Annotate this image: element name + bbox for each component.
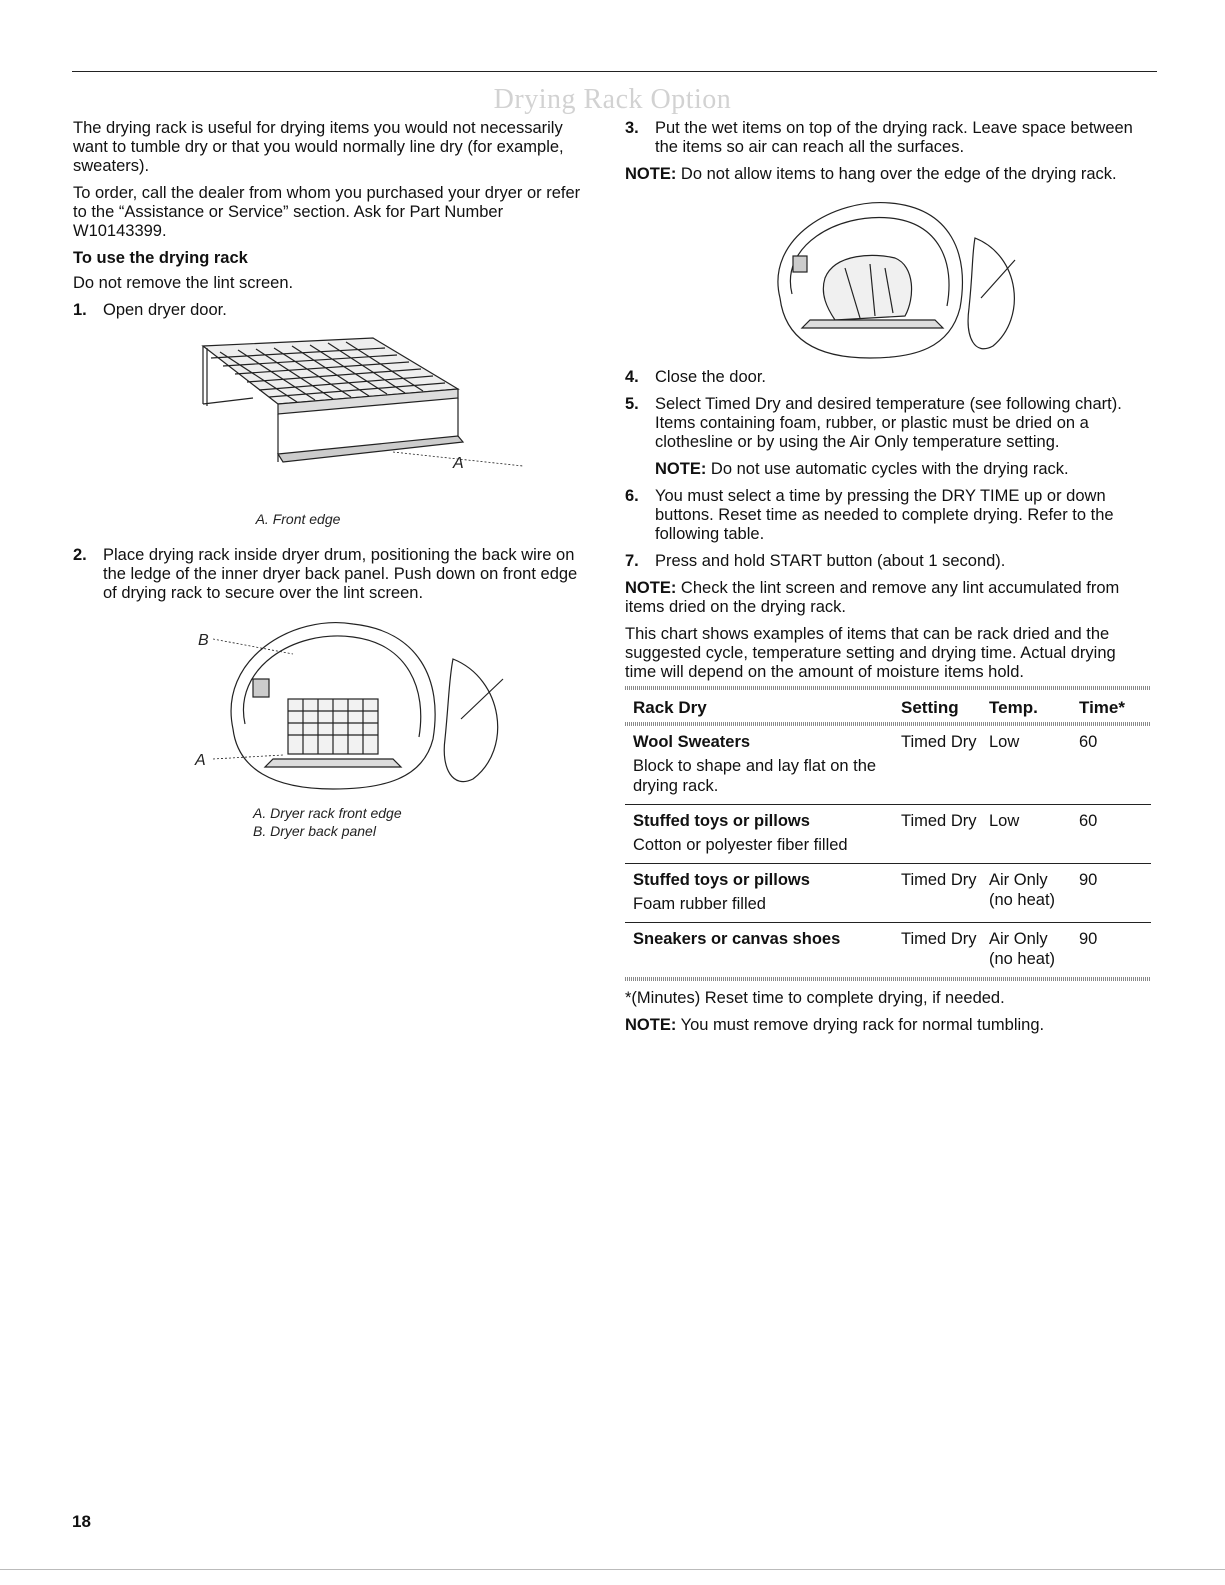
note-label: NOTE:	[625, 165, 677, 183]
rack-dry-table	[625, 692, 1151, 977]
wet-items-figure	[625, 198, 1150, 368]
item-name: Sneakers or canvas shoes	[633, 930, 841, 948]
drying-rack-figure	[73, 334, 593, 510]
note-text: Check the lint screen and remove any lint accumulated from items dried on the drying rack.	[625, 579, 1120, 616]
time-cell: 60	[1079, 733, 1098, 751]
step-text: Open dryer door.	[103, 301, 227, 319]
figure1-label-a: A	[453, 455, 464, 472]
setting-cell: Timed Dry	[893, 923, 981, 978]
step-number: 1.	[73, 301, 87, 319]
step-text: Select Timed Dry and desired temperature (see following chart). Items containing foam, rubber, or plastic must be dried on a clothesline or by using the Air Only temperature setting.	[655, 395, 1122, 451]
left-column	[73, 119, 593, 840]
step-6	[625, 487, 1150, 544]
note-label: NOTE:	[655, 460, 707, 478]
step-5	[625, 395, 1150, 452]
note-4	[625, 1016, 1150, 1035]
top-rule	[72, 71, 1157, 72]
time-cell: 90	[1071, 923, 1151, 978]
item-cell	[625, 726, 893, 805]
step-text: Close the door.	[655, 368, 766, 386]
dryer-wet-items-illustration	[765, 198, 1025, 363]
step-number: 3.	[625, 119, 639, 137]
table-row	[625, 923, 1151, 978]
figure1-caption: A. Front edge	[255, 511, 341, 527]
table-row	[625, 805, 1151, 864]
step-text: Press and hold START button (about 1 second).	[655, 552, 1006, 570]
time-cell: 90	[1071, 864, 1151, 923]
header-rack-dry: Rack Dry	[633, 698, 707, 717]
item-cell	[625, 923, 893, 978]
step-4	[625, 368, 1150, 387]
note-text: Do not allow items to hang over the edge of the drying rack.	[676, 165, 1117, 183]
note-label: NOTE:	[625, 1016, 677, 1034]
header-temp: Temp.	[989, 698, 1038, 717]
step-2	[73, 546, 593, 603]
item-cell	[625, 805, 893, 864]
step-number: 5.	[625, 395, 639, 413]
setting-cell: Timed Dry	[901, 733, 977, 751]
figure2-label-a: A	[195, 752, 206, 769]
page-number: 18	[72, 1512, 91, 1531]
step-number: 2.	[73, 546, 87, 564]
step-number: 4.	[625, 368, 639, 386]
temp-cell: Air Only (no heat)	[981, 864, 1071, 923]
figure2-caption-a: A. Dryer rack front edge	[253, 805, 402, 821]
pre-instruction: Do not remove the lint screen.	[73, 274, 294, 292]
step-1	[73, 301, 593, 320]
note-text: Do not use automatic cycles with the drying rack.	[706, 460, 1069, 478]
item-desc: Foam rubber filled	[633, 895, 766, 913]
step-3	[625, 119, 1150, 157]
step-7	[625, 552, 1150, 571]
item-name: Stuffed toys or pillows	[633, 812, 810, 830]
chart-intro: This chart shows examples of items that can be rack dried and the suggested cycle, temperature setting and drying time. Actual drying time will depend on the amount of moisture items hold.	[625, 625, 1116, 681]
page-title: Drying Rack Option	[493, 84, 732, 115]
drying-rack-illustration	[193, 334, 593, 494]
table-header-row	[625, 692, 1151, 722]
setting-cell: Timed Dry	[893, 864, 981, 923]
footnote: *(Minutes) Reset time to complete drying, if needed.	[625, 989, 1005, 1007]
step-text: You must select a time by pressing the DRY TIME up or down buttons. Reset time as needed to complete drying. Refer to the following table.	[655, 487, 1114, 543]
item-desc: Cotton or polyester fiber filled	[633, 836, 848, 854]
intro-paragraph-2: To order, call the dealer from whom you purchased your dryer or refer to the “Assistance or Service” section. Ask for Part Number W10143399.	[73, 184, 581, 240]
table-row	[625, 864, 1151, 923]
header-time: Time*	[1079, 698, 1125, 717]
figure2-label-b: B	[198, 632, 209, 649]
step-number: 6.	[625, 487, 639, 505]
setting-cell: Timed Dry	[893, 805, 981, 864]
dryer-drum-figure	[73, 619, 593, 804]
item-desc: Block to shape and lay flat on the drying rack.	[633, 757, 877, 795]
header-setting: Setting	[901, 698, 959, 717]
note-1	[625, 165, 1150, 184]
section-heading: To use the drying rack	[73, 249, 248, 267]
temp-cell: Low	[989, 733, 1020, 751]
item-cell	[625, 864, 893, 923]
bottom-rule	[0, 1569, 1225, 1570]
note-3	[625, 579, 1150, 617]
step-text: Place drying rack inside dryer drum, positioning the back wire on the ledge of the inner dryer back panel. Push down on front edge of drying rack to secure over the lint screen.	[103, 546, 578, 602]
temp-cell: Air Only (no heat)	[981, 923, 1071, 978]
figure2-caption-b: B. Dryer back panel	[253, 823, 376, 839]
note-label: NOTE:	[625, 579, 677, 597]
note-2	[625, 460, 1150, 479]
table-top-border	[625, 686, 1150, 690]
table-row	[625, 726, 1151, 805]
time-cell: 60	[1071, 805, 1151, 864]
dryer-drum-rack-illustration	[213, 619, 513, 799]
step-text: Put the wet items on top of the drying rack. Leave space between the items so air can reach all the surfaces.	[655, 119, 1133, 156]
table-bottom-border	[625, 977, 1150, 981]
temp-cell: Low	[981, 805, 1071, 864]
intro-paragraph-1: The drying rack is useful for drying items you would not necessarily want to tumble dry or that you would normally line dry (for example, sweaters).	[73, 119, 564, 175]
item-name: Stuffed toys or pillows	[633, 871, 810, 889]
right-column	[625, 119, 1150, 1043]
item-name: Wool Sweaters	[633, 733, 751, 751]
step-number: 7.	[625, 552, 639, 570]
note-text: You must remove drying rack for normal tumbling.	[676, 1016, 1045, 1034]
